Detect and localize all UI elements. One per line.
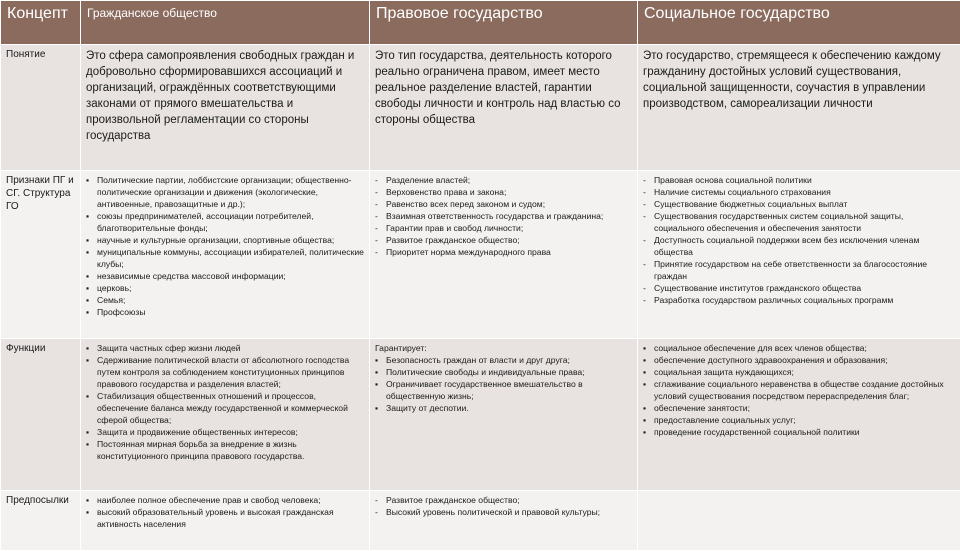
list-item: ▪ высокий образовательный уровень и высокая гражданская активность населения [86, 506, 364, 530]
list-item: - Верховенство права и закона; [375, 186, 632, 198]
list-item: ▪ церковь; [86, 282, 364, 294]
list-item: - Развитое гражданское общество; [375, 494, 632, 506]
row-definition [1, 45, 960, 171]
list-item: ▪ социальная защита нуждающихся; [643, 366, 955, 378]
list-item: - Существования государственных систем социальной защиты, социального обеспечения и обеспечения занятости [643, 210, 955, 234]
header-social-state: Социальное государство [638, 1, 960, 45]
prerequisites-legal-list [375, 494, 632, 518]
header-legal-state: Правовое государство [370, 1, 638, 45]
list-item: ▪ Политические свободы и индивидуальные права; [375, 366, 632, 378]
header-concept: Концепт [1, 1, 81, 45]
list-item: - Правовая основа социальной политики [643, 174, 955, 186]
cell-prerequisites-civil [81, 491, 370, 551]
list-item: - Гарантии прав и свобод личности; [375, 222, 632, 234]
list-item: ▪ независимые средства массовой информации; [86, 270, 364, 282]
list-item: ▪ Безопасность граждан от власти и друг друга; [375, 354, 632, 366]
list-item: - Доступность социальной поддержки всем без исключения членам общества [643, 234, 955, 258]
list-item: ▪ Постоянная мирная борьба за внедрение в жизнь конституционного принципа правового государства. [86, 438, 364, 462]
row-functions [1, 339, 960, 491]
list-item: ▪ обеспечение доступного здравоохранения и образования; [643, 354, 955, 366]
list-item: - Существование институтов гражданского общества [643, 282, 955, 294]
list-item: - Развитое гражданское общество; [375, 234, 632, 246]
cell-functions-social [638, 339, 960, 491]
list-item: - Наличие системы социального страхования [643, 186, 955, 198]
list-item: - Высокий уровень политической и правовой культуры; [375, 506, 632, 518]
list-item: ▪ Защита частных сфер жизни людей [86, 342, 364, 354]
list-item: ▪ Сдерживание политической власти от абсолютного господства путем контроля за соблюдением конституционных принципов правового государства и разделения властей; [86, 354, 364, 390]
row-features [1, 171, 960, 339]
list-item: ▪ Политические партии, лоббистские организации; общественно-политические организации и движения (экологические, антивоенные, правозащитные и др.); [86, 174, 364, 210]
list-item: ▪ Семья; [86, 294, 364, 306]
row-label-features: Признаки ПГ и СГ. Структура ГО [1, 171, 81, 339]
list-item: ▪ предоставление социальных услуг; [643, 414, 955, 426]
features-civil-list [86, 174, 364, 318]
cell-prerequisites-social [638, 491, 960, 551]
cell-prerequisites-legal [370, 491, 638, 551]
cell-features-civil [81, 171, 370, 339]
list-item: ▪ Защита и продвижение общественных интересов; [86, 426, 364, 438]
list-item: ▪ Ограничивает государственное вмешательство в общественную жизнь; [375, 378, 632, 402]
cell-definition-civil: Это сфера самопроявления свободных граждан и добровольно сформировавшихся ассоциаций и организаций, ограждённых соответствующими законами от прямого вмешательства и произвольной регламентации со стороны государства [81, 45, 370, 171]
row-prerequisites [1, 491, 960, 551]
list-item: - Взаимная ответственность государства и гражданина; [375, 210, 632, 222]
list-item: ▪ социальное обеспечение для всех членов общества; [643, 342, 955, 354]
features-social-list [643, 174, 955, 306]
list-item: ▪ союзы предпринимателей, ассоциации потребителей, благотворительные фонды; [86, 210, 364, 234]
list-item: ▪ Защиту от деспотии. [375, 402, 632, 414]
prerequisites-civil-list [86, 494, 364, 530]
list-item: ▪ проведение государственной социальной политики [643, 426, 955, 438]
list-item: ▪ наиболее полное обеспечение прав и свобод человека; [86, 494, 364, 506]
list-item: - Равенство всех перед законом и судом; [375, 198, 632, 210]
cell-functions-legal [370, 339, 638, 491]
row-label-functions: Функции [1, 339, 81, 491]
functions-civil-list [86, 342, 364, 462]
list-item: - Приоритет норма международного права [375, 246, 632, 258]
list-item: ▪ научные и культурные организации, спортивные общества; [86, 234, 364, 246]
functions-legal-list [375, 354, 632, 414]
cell-definition-social: Это государство, стремящееся к обеспечению каждому гражданину достойных условий существования, социальной защищенности, соучастия в управлении производством, самореализации личности [638, 45, 960, 171]
list-item: ▪ Стабилизация общественных отношений и процессов, обеспечение баланса между государственной и коммерческой сферой общества; [86, 390, 364, 426]
list-item: - Существование бюджетных социальных выплат [643, 198, 955, 210]
cell-definition-legal: Это тип государства, деятельность которого реально ограничена правом, имеет место реальное разделение властей, гарантии свободы личности и контроль над властью со стороны общества [370, 45, 638, 171]
features-legal-list [375, 174, 632, 258]
list-item: ▪ муниципальные коммуны, ассоциации избирателей, политические клубы; [86, 246, 364, 270]
header-civil-society: Гражданское общество [81, 1, 370, 45]
list-item: ▪ обеспечение занятости; [643, 402, 955, 414]
row-label-definition: Понятие [1, 45, 81, 171]
list-item: ▪ Профсоюзы [86, 306, 364, 318]
functions-legal-lead: Гарантирует: [375, 342, 632, 354]
header-row [1, 1, 960, 45]
cell-features-social [638, 171, 960, 339]
functions-social-list [643, 342, 955, 438]
cell-features-legal [370, 171, 638, 339]
list-item: - Разработка государством различных социальных программ [643, 294, 955, 306]
list-item: - Принятие государством на себе ответственности за благосостояние граждан [643, 258, 955, 282]
list-item: ▪ сглаживание социального неравенства в обществе создание достойных условий существования посредством перераспределения благ; [643, 378, 955, 402]
list-item: - Разделение властей; [375, 174, 632, 186]
row-label-prerequisites: Предпосылки [1, 491, 81, 551]
cell-functions-civil [81, 339, 370, 491]
